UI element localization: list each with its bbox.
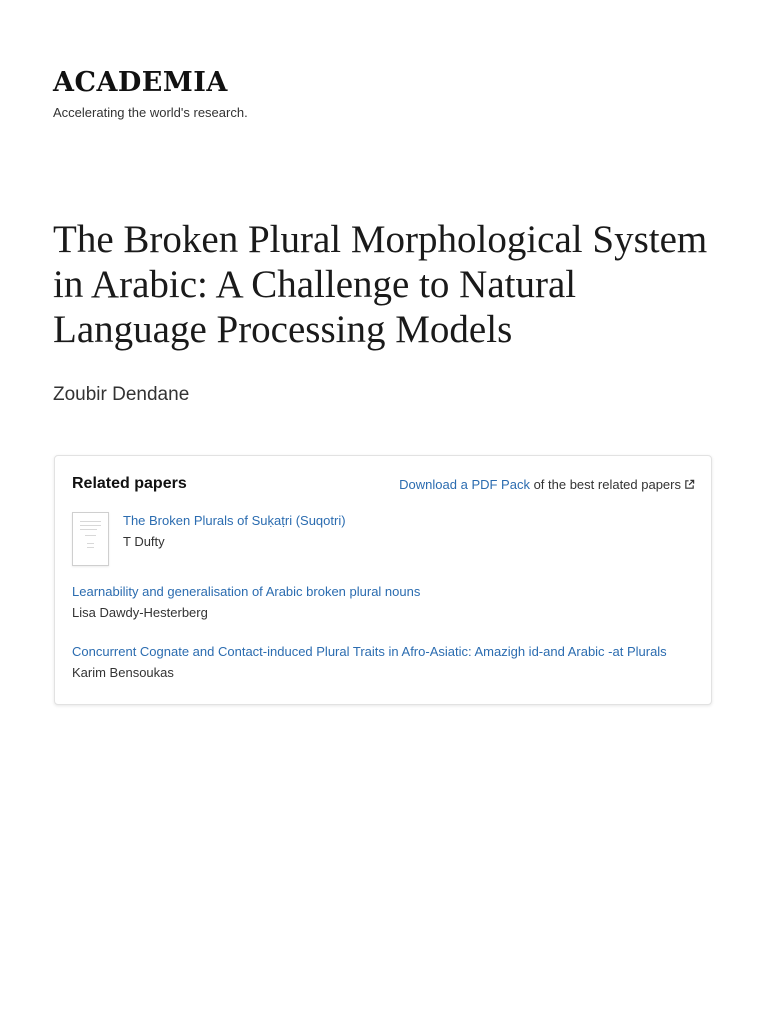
related-paper-title-link[interactable]: Learnability and generalisation of Arabic broken plural nouns [72,584,421,599]
related-paper-author: Karim Bensoukas [72,665,174,680]
thumbnail-text-line [80,525,101,526]
paper-title: The Broken Plural Morphological System in Arabic: A Challenge to Natural Language Processing Models [53,218,708,351]
thumbnail-text-line [87,543,94,544]
paper-thumbnail[interactable] [72,512,109,566]
paper-author: Zoubir Dendane [53,384,190,405]
related-paper-author: T Dufty [123,534,165,549]
related-papers-card [54,455,712,705]
related-paper-title-link[interactable]: Concurrent Cognate and Contact-induced Plural Traits in Afro-Asiatic: Amazigh id-and Arabic -at Plurals [72,644,667,659]
related-papers-heading: Related papers [72,475,187,492]
brand-tagline: Accelerating the world's research. [53,105,248,120]
related-paper-author: Lisa Dawdy-Hesterberg [72,605,208,620]
academia-logo[interactable]: ACADEMIA [53,67,228,98]
download-pdf-pack-suffix: of the best related papers [529,477,681,492]
related-paper-item [72,583,692,622]
brand-header [53,66,248,122]
external-link-icon[interactable] [684,479,695,490]
thumbnail-text-line [80,521,101,522]
thumbnail-text-line [87,547,94,548]
related-paper-item [72,643,690,682]
thumbnail-text-line [80,529,97,530]
related-paper-item [123,512,683,551]
download-pdf-pack-line [399,476,695,494]
download-pdf-pack-link[interactable]: Download a PDF Pack [399,477,530,492]
thumbnail-text-line [85,535,96,536]
related-paper-title-link[interactable]: The Broken Plurals of Suḳaṭri (Suqotri) [123,513,346,528]
